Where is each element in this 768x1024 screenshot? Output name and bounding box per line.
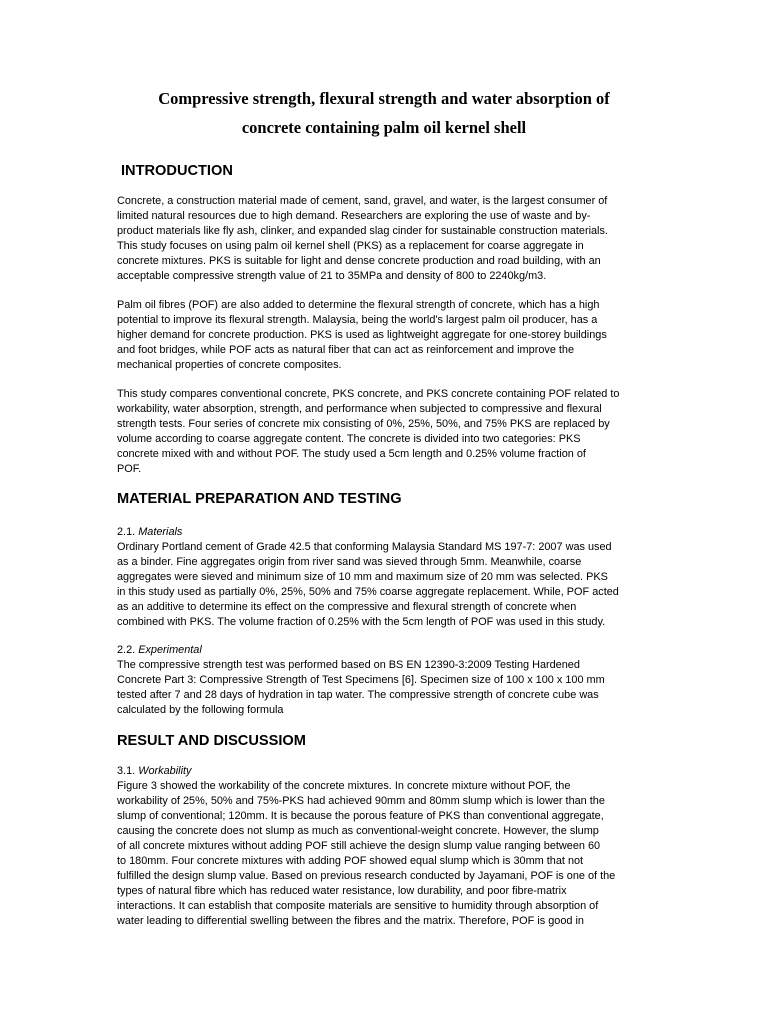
text-line: This study focuses on using palm oil kernel shell (PKS) as a replacement for coarse aggregate in <box>117 240 584 252</box>
text-line: to 180mm. Four concrete mixtures with adding POF showed equal slump which is 30mm that not <box>117 855 584 867</box>
text-line: interactions. It can establish that composite materials are sensitive to humidity through absorption of <box>117 900 599 912</box>
text-line: combined with PKS. The volume fraction of 0.25% with the 5cm length of POF was used in this study. <box>117 616 606 628</box>
text-line: concrete mixtures. PKS is suitable for light and dense concrete production and road building, with an <box>117 255 601 267</box>
text-line: product materials like fly ash, clinker, and expanded slag cinder for sustainable construction materials. <box>117 225 608 237</box>
introduction-paragraph-1 <box>117 194 657 284</box>
text-line: in this study used as partially 0%, 25%, 50% and 75% coarse aggregate replacement. While, POF acted <box>117 586 619 598</box>
text-line: Concrete, a construction material made of cement, sand, gravel, and water, is the largest consumer of <box>117 195 608 207</box>
text-line: strength tests. Four series of concrete mix consisting of 0%, 25%, 50%, and 75% PKS are replaced by <box>117 418 610 430</box>
subsection-label: Materials <box>138 526 183 538</box>
text-line: tested after 7 and 28 days of hydration in tap water. The compressive strength of concrete cube was <box>117 689 599 701</box>
experimental-paragraph <box>117 658 657 718</box>
paper-title-line-2: concrete containing palm oil kernel shell <box>241 118 527 137</box>
introduction-paragraph-3 <box>117 387 657 477</box>
text-line: as a binder. Fine aggregates origin from river sand was sieved through 5mm. Meanwhile, coarse <box>117 556 582 568</box>
subsection-number: 2.2. <box>117 644 139 656</box>
text-line: aggregates were sieved and minimum size of 10 mm and maximum size of 20 mm was selected. PKS <box>117 571 608 583</box>
text-line: concrete mixed with and without POF. The study used a 5cm length and 0.25% volume fraction of <box>117 448 586 460</box>
materials-heading: MATERIAL PREPARATION AND TESTING <box>117 491 402 507</box>
text-line: fulfilled the design slump value. Based on previous research conducted by Jayamani, POF is one of the <box>117 870 616 882</box>
subsection-number: 3.1. <box>117 765 139 777</box>
text-line: causing the concrete does not slump as much as conventional-weight concrete. However, the slump <box>117 825 599 837</box>
text-line: types of natural fibre which has reduced water resistance, low durability, and poor fibre-matrix <box>117 885 567 897</box>
text-line: workability of 25%, 50% and 75%-PKS had achieved 90mm and 80mm slump which is lower than the <box>117 795 605 807</box>
text-line: POF. <box>117 463 142 475</box>
subsection-materials-title <box>117 525 182 540</box>
text-line: water leading to differential swelling between the fibres and the matrix. Therefore, POF is good in <box>117 915 584 927</box>
text-line: workability, water absorption, strength, and performance when subjected to compressive and flexural <box>117 403 602 415</box>
materials-paragraph <box>117 540 657 630</box>
subsection-label: Experimental <box>138 644 202 656</box>
text-line: The compressive strength test was performed based on BS EN 12390-3:2009 Testing Hardened <box>117 659 580 671</box>
text-line: higher demand for concrete production. PKS is used as lightweight aggregate for one-storey buildings <box>117 329 607 341</box>
results-heading: RESULT AND DISCUSSIOM <box>117 733 306 749</box>
introduction-heading: INTRODUCTION <box>121 163 233 179</box>
text-line: of all concrete mixtures without adding POF still achieve the design slump value ranging between 60 <box>117 840 601 852</box>
text-line: and foot bridges, while POF acts as natural fiber that can act as reinforcement and improve the <box>117 344 575 356</box>
text-line: Ordinary Portland cement of Grade 42.5 that conforming Malaysia Standard MS 197-7: 2007 was used <box>117 541 612 553</box>
text-line: mechanical properties of concrete composites. <box>117 359 342 371</box>
text-line: potential to improve its flexural strength. Malaysia, being the world's largest palm oil producer, has a <box>117 314 598 326</box>
subsection-number: 2.1. <box>117 526 139 538</box>
text-line: limited natural resources due to high demand. Researchers are exploring the use of waste and by- <box>117 210 591 222</box>
subsection-experimental-title <box>117 643 202 658</box>
paper-title-line-1: Compressive strength, flexural strength and water absorption of <box>158 89 610 108</box>
workability-paragraph <box>117 779 657 929</box>
text-line: slump of conventional; 120mm. It is because the porous feature of PKS than conventional aggregate, <box>117 810 604 822</box>
subsection-workability-title <box>117 764 191 779</box>
text-line: as an additive to determine its effect on the compressive and flexural strength of concrete when <box>117 601 577 613</box>
text-line: acceptable compressive strength value of 21 to 35MPa and density of 800 to 2240kg/m3. <box>117 270 547 282</box>
introduction-paragraph-2 <box>117 298 657 373</box>
subsection-label: Workability <box>138 765 192 777</box>
text-line: Concrete Part 3: Compressive Strength of Test Specimens [6]. Specimen size of 100 x 100 x 100 mm <box>117 674 605 686</box>
text-line: volume according to coarse aggregate content. The concrete is divided into two categories: PKS <box>117 433 581 445</box>
text-line: This study compares conventional concrete, PKS concrete, and PKS concrete containing POF related to <box>117 388 620 400</box>
text-line: Palm oil fibres (POF) are also added to determine the flexural strength of concrete, which has a high <box>117 299 600 311</box>
text-line: calculated by the following formula <box>117 704 284 716</box>
text-line: Figure 3 showed the workability of the concrete mixtures. In concrete mixture without POF, the <box>117 780 571 792</box>
